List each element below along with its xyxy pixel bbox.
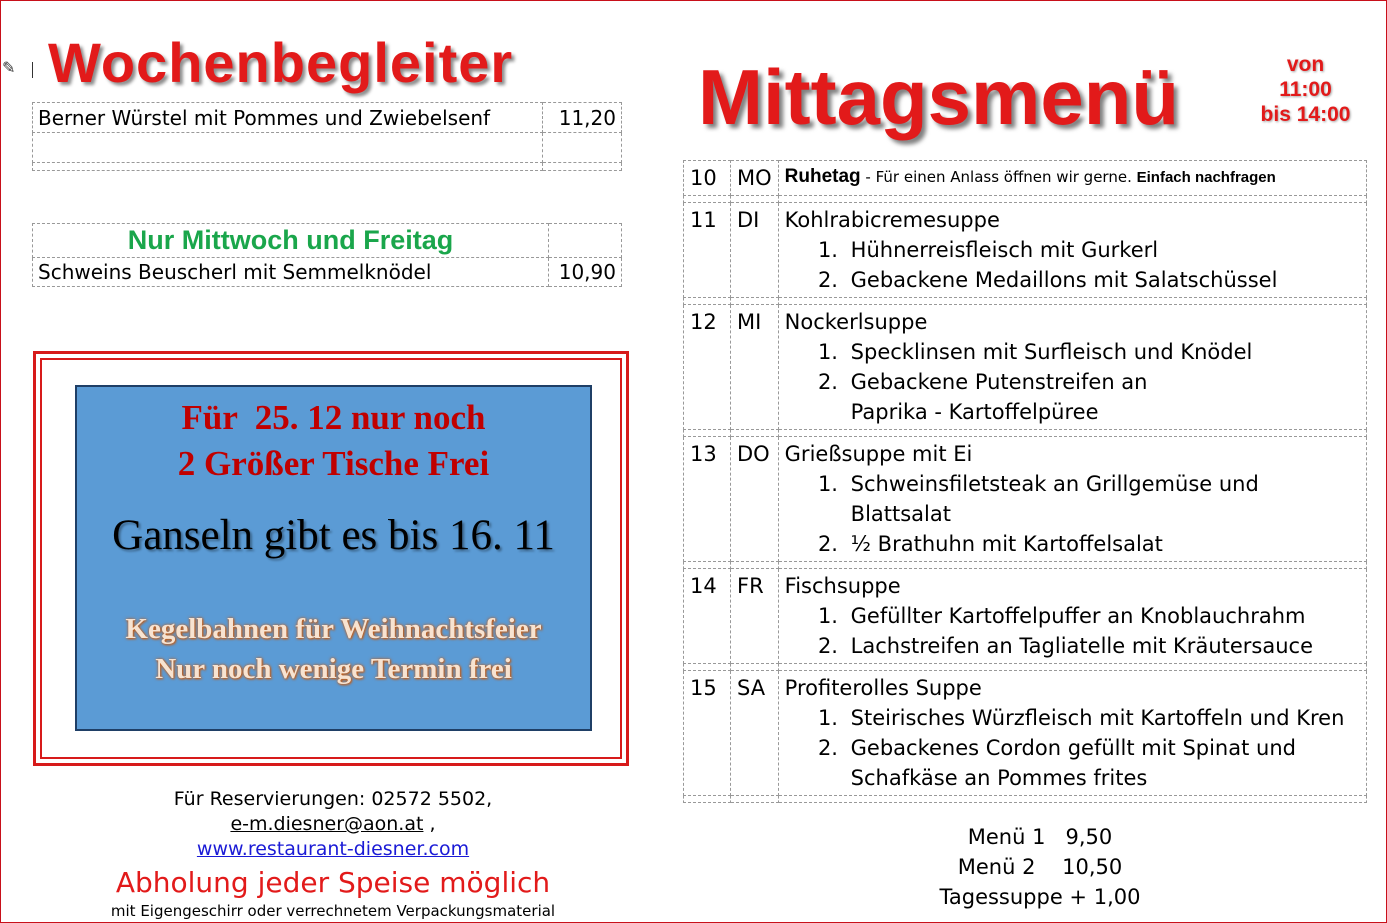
day-dishes xyxy=(785,235,1360,295)
mittagsmenu-title: Mittagsmenü xyxy=(698,53,1180,141)
dish-line: Gebackene Putenstreifen an xyxy=(850,370,1148,394)
closed-label: Ruhetag xyxy=(784,166,861,187)
promo-kegelbahn-text xyxy=(77,609,590,689)
special-heading: Nur Mittwoch und Freitag xyxy=(33,224,549,258)
closed-text: - Für einen Anlass öffnen wir gerne. xyxy=(860,168,1137,186)
list-item: 1. Steirisches Würzfleisch mit Kartoffeln und Kren xyxy=(845,703,1360,733)
list-item: 2. Gebackene Medaillons mit Salatschüssel xyxy=(845,265,1360,295)
text-cursor xyxy=(32,62,33,78)
email-suffix: , xyxy=(423,813,436,835)
day-dishes xyxy=(785,337,1360,427)
special-table xyxy=(32,223,622,287)
day-row-mo xyxy=(684,161,1367,196)
table-row-spacer xyxy=(33,163,622,171)
table-row xyxy=(33,224,622,258)
wochenbegleiter-title: Wochenbegleiter xyxy=(48,31,514,94)
day-soup: Profiterolles Suppe xyxy=(784,676,982,700)
row-separator xyxy=(684,562,1367,569)
day-name: FR xyxy=(731,569,779,664)
special-heading-spacer xyxy=(549,224,622,258)
day-soup: Nockerlsuppe xyxy=(784,310,928,334)
day-row-do xyxy=(684,437,1367,562)
dish-line: Gebackenes Cordon gefüllt mit Spinat und xyxy=(850,736,1296,760)
promo-line-4: Kegelbahnen für Weihnachtsfeier xyxy=(125,613,542,645)
day-number: 10 xyxy=(684,161,731,196)
price-menu-1: Menü 1 9,50 xyxy=(967,825,1113,849)
day-content xyxy=(778,203,1366,298)
list-item: 1. Gefüllter Kartoffelpuffer an Knoblauchrahm xyxy=(845,601,1360,631)
day-dishes xyxy=(785,601,1360,661)
day-number: 11 xyxy=(684,203,731,298)
list-item xyxy=(845,733,1360,793)
day-number: 15 xyxy=(684,671,731,796)
promo-reservation-text xyxy=(77,395,590,487)
list-item: 2. Lachstreifen an Tagliatelle mit Kräutersauce xyxy=(845,631,1360,661)
row-separator xyxy=(684,796,1367,803)
day-name: SA xyxy=(731,671,779,796)
pen-icon: ✎ xyxy=(2,58,16,77)
special-dish: Schweins Beuscherl mit Semmelknödel xyxy=(33,258,549,287)
promo-line-5: Nur noch wenige Termin frei xyxy=(155,653,512,685)
day-soup: Grießsuppe mit Ei xyxy=(784,442,973,466)
day-name: DI xyxy=(731,203,779,298)
dish-line-continued: Schafkäse an Pommes frites xyxy=(850,766,1148,790)
list-item: 2. ½ Brathuhn mit Kartoffelsalat xyxy=(845,529,1360,559)
packaging-notice: mit Eigengeschirr oder verrechnetem Verpackungsmaterial xyxy=(110,902,556,920)
table-row xyxy=(33,103,622,133)
row-separator xyxy=(684,430,1367,437)
list-item xyxy=(845,367,1360,427)
website-link[interactable]: www.restaurant-diesner.com xyxy=(196,838,470,860)
special-price: 10,90 xyxy=(549,258,622,287)
promo-ganseln: Ganseln gibt es bis 16. 11 xyxy=(112,512,555,559)
pickup-notice: Abholung jeder Speise möglich xyxy=(115,866,551,899)
weekly-dish xyxy=(33,133,543,163)
opening-hours xyxy=(1248,52,1363,127)
day-name: MI xyxy=(731,305,779,430)
row-separator xyxy=(684,196,1367,203)
list-item xyxy=(845,337,1360,367)
weekly-price: 11,20 xyxy=(543,103,622,133)
hours-from-label: von xyxy=(1286,53,1325,76)
row-separator xyxy=(684,298,1367,305)
day-row-fr xyxy=(684,569,1367,664)
day-dishes xyxy=(785,703,1360,793)
list-item: 1. Schweinsfiletsteak an Grillgemüse und Blattsalat xyxy=(845,469,1360,529)
day-content xyxy=(778,161,1366,196)
contact-block xyxy=(33,786,633,920)
day-content xyxy=(778,305,1366,430)
day-content xyxy=(778,569,1366,664)
day-row-di xyxy=(684,203,1367,298)
day-number: 12 xyxy=(684,305,731,430)
weekly-dish: Berner Würstel mit Pommes und Zwiebelsenf xyxy=(33,103,543,133)
hours-end: bis 14:00 xyxy=(1260,103,1351,126)
dish-line: Specklinsen mit Surfleisch und Knödel xyxy=(850,340,1253,364)
day-number: 14 xyxy=(684,569,731,664)
menu-table xyxy=(683,160,1367,803)
day-content xyxy=(778,671,1366,796)
promo-box xyxy=(75,385,592,731)
table-row xyxy=(33,258,622,287)
weekly-table xyxy=(32,102,622,171)
day-row-sa xyxy=(684,671,1367,796)
table-row xyxy=(33,133,622,163)
email-line xyxy=(33,812,633,837)
day-row-mi xyxy=(684,305,1367,430)
day-name: DO xyxy=(731,437,779,562)
list-item: 1. Hühnerreisfleisch mit Gurkerl xyxy=(845,235,1360,265)
day-content xyxy=(778,437,1366,562)
email-link[interactable]: e-m.diesner@aon.at xyxy=(230,813,424,835)
day-soup: Fischsuppe xyxy=(784,574,901,598)
weekly-price xyxy=(543,133,622,163)
price-list xyxy=(900,822,1180,912)
promo-line-2: 2 Größer Tische Frei xyxy=(177,444,490,483)
day-dishes xyxy=(785,469,1360,559)
day-name: MO xyxy=(731,161,779,196)
dish-line-continued: Paprika - Kartoffelpüree xyxy=(850,400,1099,424)
reservation-phone: Für Reservierungen: 02572 5502, xyxy=(173,788,493,810)
price-menu-2: Menü 2 10,50 xyxy=(957,855,1123,879)
day-number: 13 xyxy=(684,437,731,562)
website-line xyxy=(33,837,633,862)
day-soup: Kohlrabicremesuppe xyxy=(784,208,1000,232)
closed-cta: Einfach nachfragen xyxy=(1136,169,1276,186)
hours-start: 11:00 xyxy=(1279,78,1332,101)
row-separator xyxy=(684,664,1367,671)
price-soup: Tagessuppe + 1,00 xyxy=(939,885,1141,909)
promo-line-1: Für 25. 12 nur noch xyxy=(181,398,486,437)
